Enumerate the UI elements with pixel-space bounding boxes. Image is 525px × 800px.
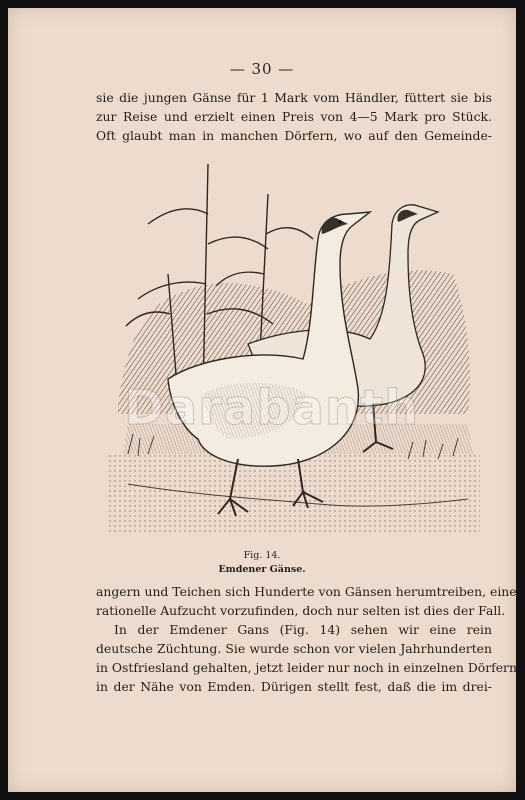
text-line: in der Nähe von Emden. Dürigen stellt fest, daß die im drei- [96, 679, 492, 694]
text-line: in Ostfriesland gehalten, jetzt leider nur noch in einzelnen Dörfern [96, 660, 517, 675]
figure-title: Emdener Gänse. [218, 564, 306, 575]
goose-illustration [108, 154, 480, 544]
text-line: angern und Teichen sich Hunderte von Gänsen herumtreiben, eine [96, 584, 517, 599]
text-line: Oft glaubt man in manchen Dörfern, wo auf den Gemeinde- [96, 128, 492, 143]
text-line: rationelle Aufzucht vorzufinden, doch nur selten ist dies der Fall. [96, 603, 506, 618]
text-line: sie die jungen Gänse für 1 Mark vom Händler, füttert sie bis [96, 90, 492, 105]
text-line: deutsche Züchtung. Sie wurde schon vor vielen Jahrhunderten [96, 641, 492, 656]
bottom-paragraph [96, 582, 517, 696]
text-line: In der Emdener Gans (Fig. 14) sehen wir eine rein [114, 622, 492, 637]
watermark-logo: Darabanth [124, 380, 420, 436]
text-line: zur Reise und erzielt einen Preis von 4—5 Mark pro Stück. [96, 109, 492, 124]
figure-number: Fig. 14. [243, 550, 281, 561]
book-page [8, 8, 516, 792]
page-number: — 30 — [229, 60, 295, 78]
top-paragraph [96, 88, 492, 145]
